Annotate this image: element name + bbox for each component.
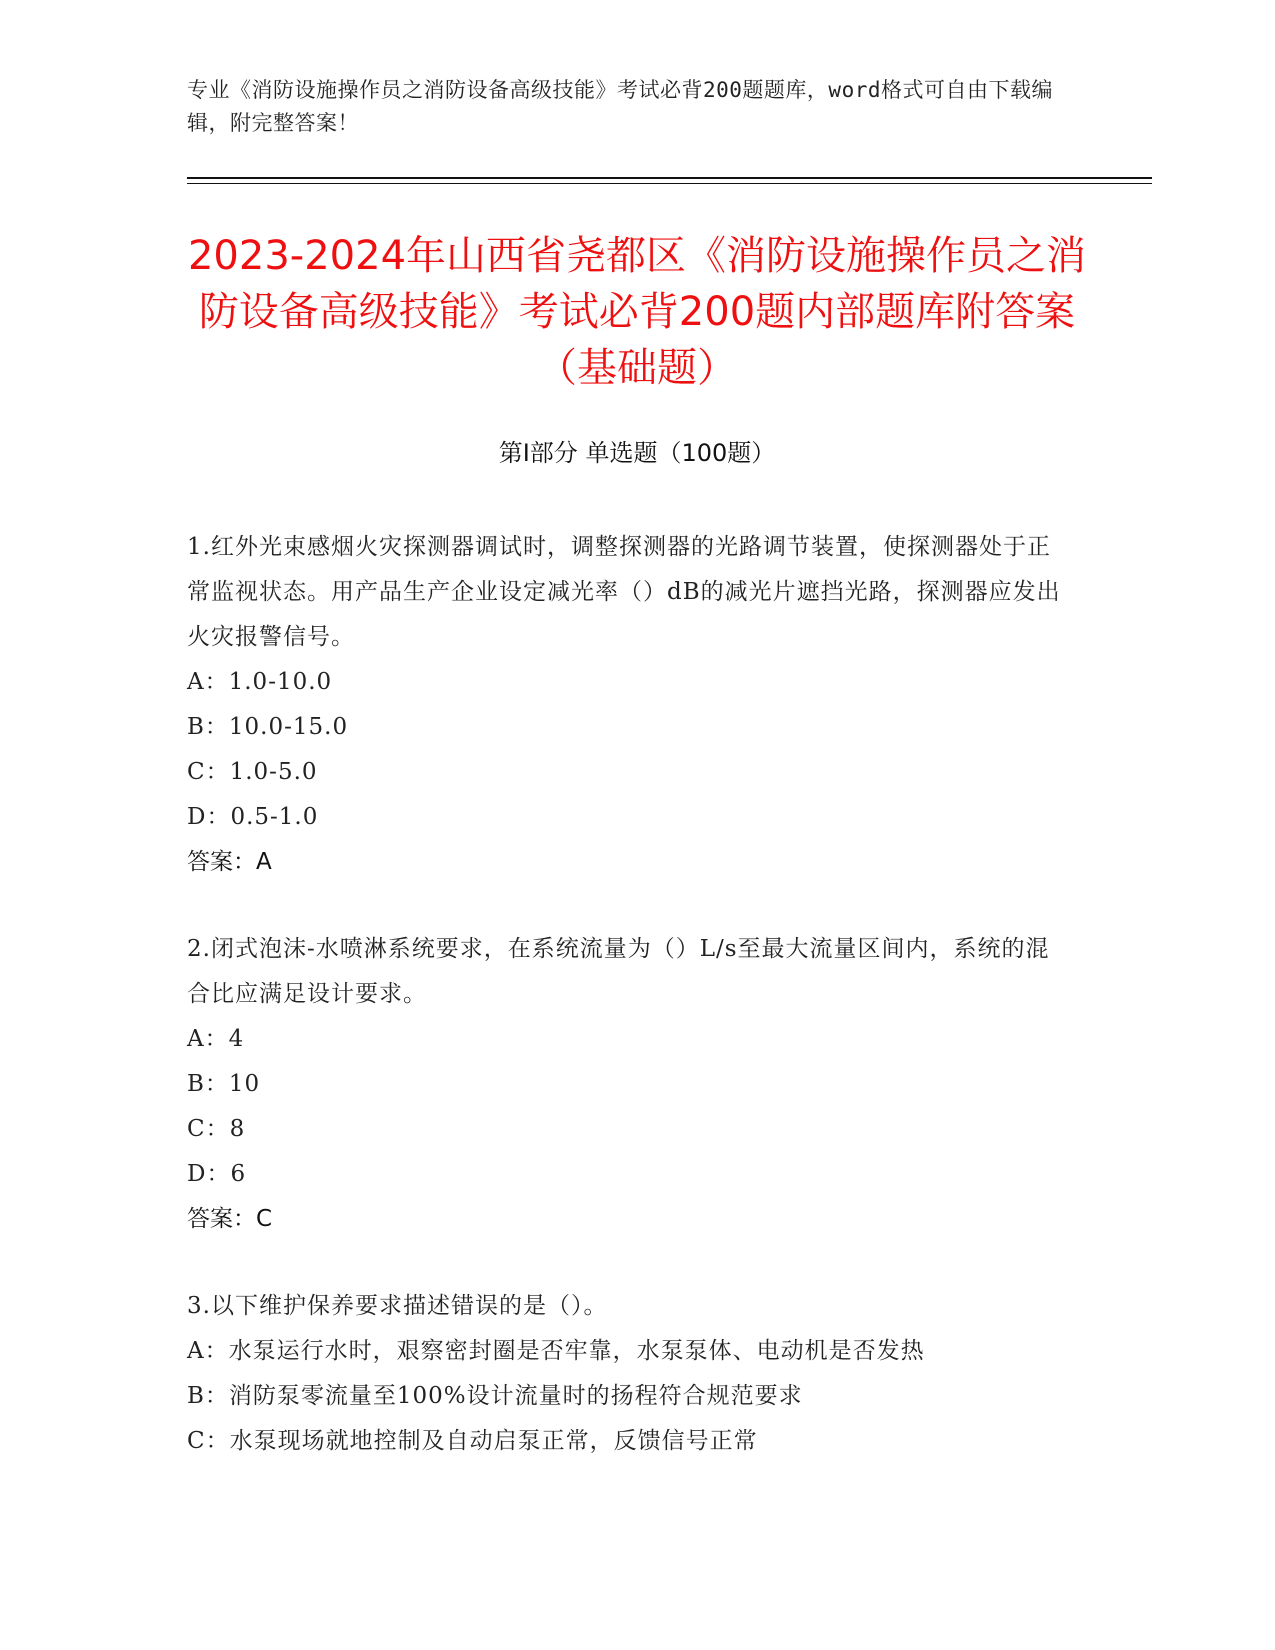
question-stem: 2.闭式泡沫-水喷淋系统要求，在系统流量为（）L/s至最大流量区间内，系统的混合比应满足设计要求。 <box>187 936 1050 1007</box>
header-divider-thick <box>187 177 1152 179</box>
option-d: D：0.5-1.0 <box>187 804 319 830</box>
option-b: B：消防泵零流量至100%设计流量时的扬程符合规范要求 <box>187 1383 803 1409</box>
document-title: 2023-2024年山西省尧都区《消防设施操作员之消防设备高级技能》考试必背200题内部题库附答案（基础题） <box>187 233 1087 391</box>
option-a: A：水泵运行水时，艰察密封圈是否牢靠，水泵泵体、电动机是否发热 <box>187 1338 925 1364</box>
option-c: C：8 <box>187 1116 246 1142</box>
question-stem: 3.以下维护保养要求描述错误的是（）。 <box>187 1293 608 1319</box>
question-1 <box>187 525 1067 885</box>
option-a: A：1.0-10.0 <box>187 669 333 695</box>
answer: 答案：C <box>187 1206 273 1232</box>
header-divider-thin <box>187 183 1152 184</box>
option-b: B：10.0-15.0 <box>187 714 349 740</box>
option-a: A：4 <box>187 1026 245 1052</box>
option-c: C：1.0-5.0 <box>187 759 318 785</box>
question-stem: 1.红外光束感烟火灾探测器调试时，调整探测器的光路调节装置，使探测器处于正常监视状态。用产品生产企业设定减光率（）dB的减光片遮挡光路，探测器应发出火灾报警信号。 <box>187 534 1061 650</box>
option-c: C：水泵现场就地控制及自动启泵正常，反馈信号正常 <box>187 1428 758 1454</box>
answer: 答案：A <box>187 849 272 875</box>
question-list <box>187 525 1067 1506</box>
header-note: 专业《消防设施操作员之消防设备高级技能》考试必背200题题库，word格式可自由下载编辑，附完整答案！ <box>187 78 1053 135</box>
option-d: D：6 <box>187 1161 247 1187</box>
question-3 <box>187 1284 1067 1464</box>
option-b: B：10 <box>187 1071 261 1097</box>
section-heading: 第I部分 单选题（100题） <box>498 439 776 467</box>
question-2 <box>187 927 1067 1242</box>
